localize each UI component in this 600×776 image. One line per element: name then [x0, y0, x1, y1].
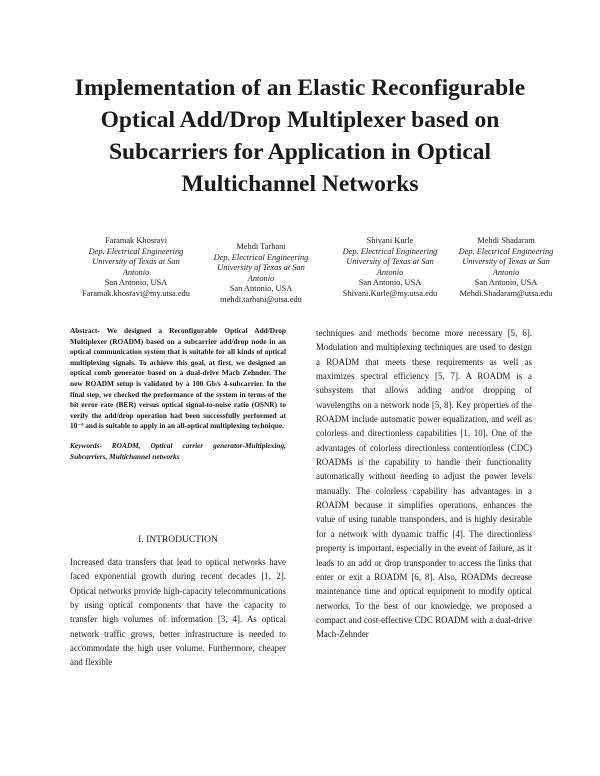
author-department: Dep. Electrical Engineering	[88, 246, 184, 256]
author-email: Mehdi.Shadaram@utsa.edu	[459, 288, 553, 298]
title-line: Multichannel Networks	[181, 171, 419, 197]
author-name: Mehdi Shadaram	[477, 236, 535, 245]
author-email: Shivani.Kurle@my.utsa.edu	[342, 288, 438, 298]
author-university-city: Antonio	[122, 267, 150, 277]
author-block-3	[325, 236, 455, 300]
author-block-2	[208, 242, 314, 306]
author-email: mehdi.tarhani@utsa.edu	[220, 294, 302, 304]
author-university-city: Antonio	[492, 267, 520, 277]
author-university: University of Texas at San	[217, 263, 305, 273]
author-university: University of Texas at San	[92, 257, 180, 267]
author-department: Dep. Electrical Engineering	[342, 246, 438, 256]
author-name: Faramak Khosravi	[104, 236, 168, 245]
title-line: Optical Add/Drop Multiplexer based on	[100, 107, 500, 133]
paper-title	[40, 72, 560, 200]
title-line: Subcarriers for Application in Optical	[108, 139, 492, 165]
author-name: Shivani Kurle	[366, 236, 414, 245]
abstract: Abstract- We designed a Reconfigurable Optical Add/Drop Multiplexer (ROADM) based on a subcarrier add/drop node in an optical communication system that is suitable for all kinds of optical multiplexing signals. To achieve this goal, at first, we designed an optical comb generator based on a dual-drive Mach Zehnder. The new ROADM setup is validated by a 100 Gb/s 4-subcarrier. In the final step, we checked the performance of the system in terms of the bit error rate (BER) versus optical signal-to-noise ratio (OSNR) to verify the add/drop operation had been successfully performed at 10⁻⁹ and is suitable to apply in an all-optical multiplexing technique.	[70, 326, 286, 431]
author-department: Dep. Electrical Engineering	[213, 252, 309, 262]
author-department: Dep. Electrical Engineering	[458, 246, 554, 256]
author-university: University of Texas at San	[346, 257, 434, 267]
author-block-4	[450, 236, 562, 300]
author-university-city: Antonio	[247, 273, 275, 283]
title-line: Implementation of an Elastic Reconfigurable	[74, 75, 526, 101]
right-column-paragraph: techniques and methods become more necessary [5, 6]. Modulation and multiplexing techniques are used to design a ROADM that meets these requirements as well as maximizes spectral efficiency [5, 7]. A ROADM is a subsystem that allows adding and/or dropping of wavelengths on a network node [5, 8]. Key properties of the ROADM include automatic power equalization, and well as colorless and directionless capabilities [1, 10]. One of the advantages of colorless directionless contentionless (CDC) ROADMs is the capability to handle their functionality automatically without needing to adjust the power levels manually. The colorless capability has advantages in a ROADM because it simplifies operations, enhances the value of using tunable transponders, and is highly desirable for a network with dynamic traffic [4]. The directionless property is important, especially in the event of failure, as it leads to an add or drop transponder to access the links that enter or exit a ROADM [6, 8]. Also, ROADMs decrease maintenance time and optical equipment to modify optical networks. To the best of our knowledge, we proposed a compact and cost-effective CDC ROADM with a dual-drive Mach-Zehnder	[316, 328, 532, 640]
author-location: San Antonio, USA	[104, 278, 168, 288]
keywords: Keywords- ROADM, Optical carrier generator-Multiplexing, Subcarriers, Multichannel networks	[70, 440, 286, 461]
author-email: Faramak.khosravi@my.utsa.edu	[82, 288, 190, 298]
author-university: University of Texas at San	[462, 257, 550, 267]
author-location: San Antonio, USA	[474, 278, 538, 288]
author-block-1	[68, 236, 204, 300]
left-column	[70, 326, 286, 462]
author-location: San Antonio, USA	[358, 278, 422, 288]
section-heading-introduction: I. INTRODUCTION	[138, 535, 218, 545]
author-name: Mehdi Tarhani	[236, 242, 286, 251]
introduction-paragraph: Increased data transfers that lead to optical networks have faced exponential growth during recent decades [1, 2]. Optical networks provide high-capacity telecommunications by using optical components that have the capacity to transfer high volumes of information [3, 4]. As optical network traffic grows, better infrastructure is needed to accommodate the high user volume. Furthermore, cheaper and flexible	[70, 557, 286, 668]
author-university-city: Antonio	[376, 267, 404, 277]
author-location: San Antonio, USA	[229, 284, 293, 294]
